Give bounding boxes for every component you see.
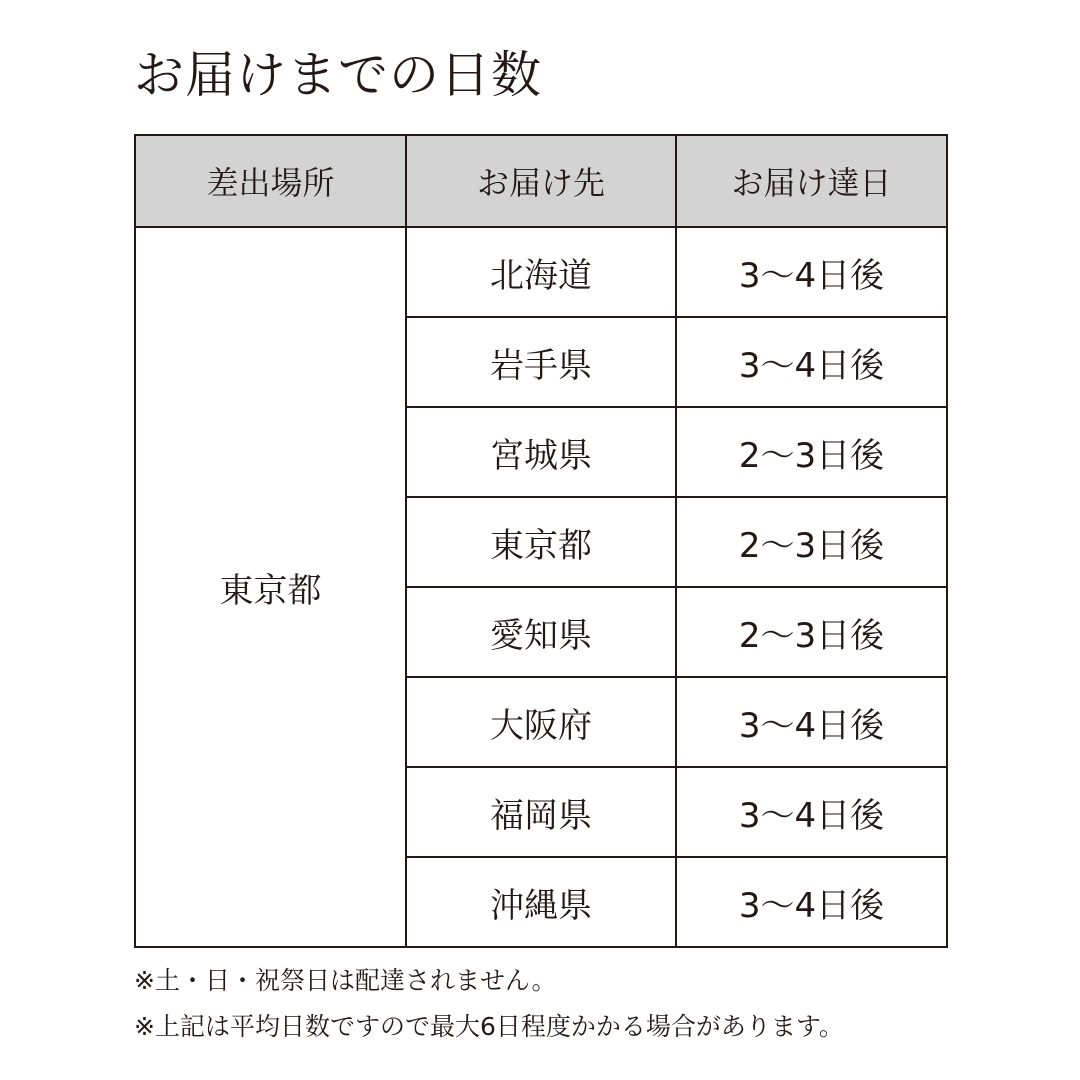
destination-cell: 沖縄県 [406,857,676,947]
days-cell: 2～3日後 [676,407,947,497]
days-cell: 3～4日後 [676,857,947,947]
table-header-row [135,135,947,227]
note-no-weekend-delivery: ※土・日・祝祭日は配達されません。 [134,966,557,995]
footnotes [134,958,844,1050]
page-title: お届けまでの日数 [134,46,542,104]
destination-cell: 福岡県 [406,767,676,857]
days-cell: 2～3日後 [676,497,947,587]
destination-cell: 大阪府 [406,677,676,767]
delivery-days-table [134,134,948,948]
origin-cell: 東京都 [135,227,406,947]
days-cell: 3～4日後 [676,317,947,407]
destination-cell: 岩手県 [406,317,676,407]
header-destination: お届け先 [406,135,676,227]
destination-cell: 宮城県 [406,407,676,497]
header-delivery-days: お届け達日 [676,135,947,227]
destination-cell: 愛知県 [406,587,676,677]
destination-cell: 東京都 [406,497,676,587]
days-cell: 3～4日後 [676,767,947,857]
destination-cell: 北海道 [406,227,676,317]
note-average-days: ※上記は平均日数ですので最大6日程度かかる場合があります。 [134,1012,844,1041]
days-cell: 2～3日後 [676,587,947,677]
header-origin: 差出場所 [135,135,406,227]
days-cell: 3～4日後 [676,677,947,767]
table-row [135,227,947,317]
days-cell: 3～4日後 [676,227,947,317]
